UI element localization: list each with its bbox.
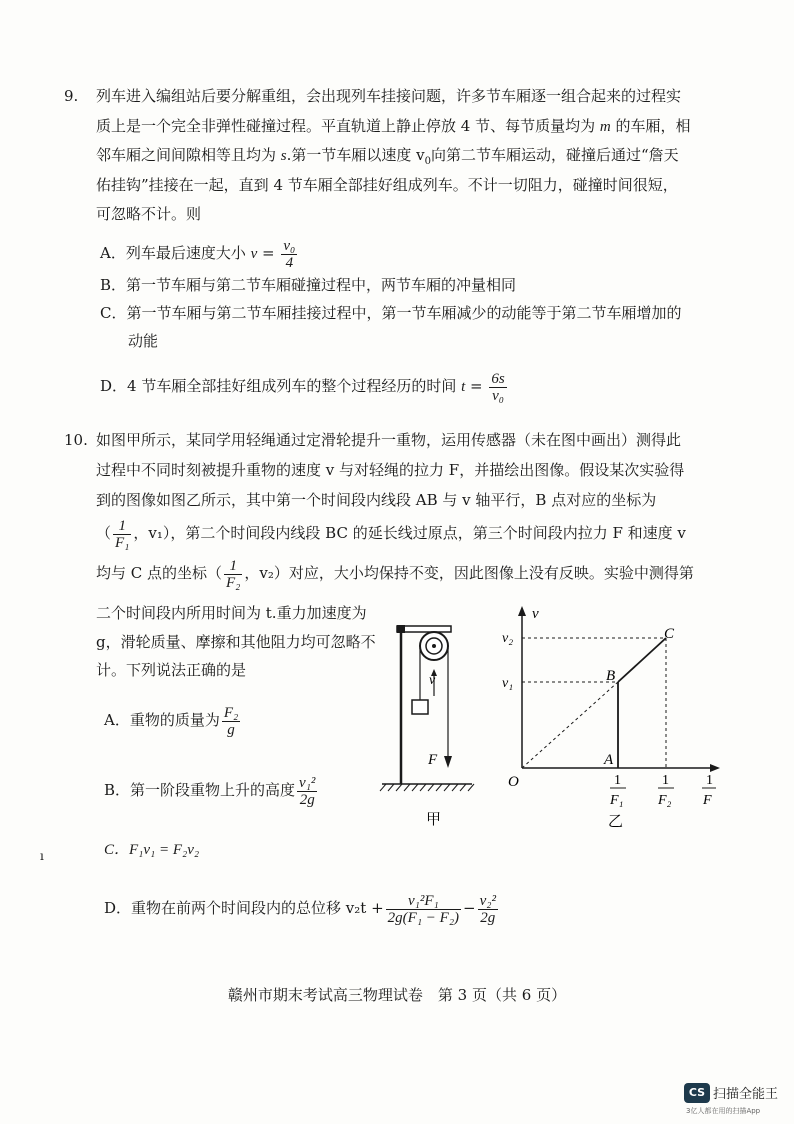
q10-number: 10.	[64, 431, 88, 449]
q10-stem-line5: 均与 C 点的坐标（ $\frac{1}{\text{F₂}}$ ，v₂）对应，大小均保持不变，因此图像上没有反映。实验中测得第	[96, 557, 694, 591]
fraction: $\frac{\text{v₁²}}{2g}$	[299, 774, 316, 808]
q10-stem-line2: 过程中不同时刻被提升重物的速度 v 与对轻绳的拉力 F，并描绘出图像。假设某次实验得	[96, 461, 685, 479]
q10-stem-line1: 如图甲所示，某同学用轻绳通过定滑轮提升一重物，运用传感器（未在图中画出）测得此	[96, 431, 682, 449]
page-footer: 赣州市期末考试高三物理试卷 第 3 页（共 6 页）	[227, 986, 567, 1004]
q9-stem-line1: 列车进入编组站后要分解重组，会出现列车挂接问题，许多节车厢逐一组合起来的过程实	[96, 87, 682, 105]
q9-option-c-line1: C．第一节车厢与第二节车厢挂接过程中，第一节车厢减少的动能等于第二节车厢增加的	[100, 304, 682, 322]
q9-option-a: A．列车最后速度大小 v = $\frac{\text{v₀}}{4}$	[100, 237, 296, 271]
ground-hatch	[380, 784, 474, 791]
point-A-label: A	[604, 752, 614, 768]
point-B-label: B	[606, 668, 616, 684]
label-F: F	[428, 752, 438, 768]
v-axis-label: v	[532, 606, 539, 622]
v1-label: v₁	[502, 676, 514, 691]
fraction: $\frac{\text{F₂}}{g}$	[223, 704, 239, 738]
q10-stem-line4: （ $\frac{1}{\text{F₁}}$ ，v₁），第二个时间段内线段 BC 的延长线过原点，第三个时间段内拉力 F 和速度 v	[96, 517, 686, 551]
q9-option-d: D．4 节车厢全部挂好组成列车的整个过程经历的时间 t = $\frac{6s}{\text{v₀}}$	[100, 370, 505, 404]
weight-block	[412, 700, 428, 714]
q10-stem-line3: 到的图像如图乙所示，其中第一个时间段内线段 AB 与 v 轴平行，B 点对应的坐标为	[96, 491, 657, 509]
tick2-den: F₂	[658, 793, 672, 808]
fraction: $\frac{\text{v₂²}}{2g}$	[479, 892, 496, 926]
stray-mark: ı	[40, 849, 44, 863]
q9-option-c-line2: 动能	[128, 332, 159, 350]
q10-option-d: D．重物在前两个时间段内的总位移 v₂t + $\frac{\text{v₁²F₁}}{\text{2g(F₁ − F₂)}}$ − $\frac{\text{v₂²}}{2g}$	[104, 892, 496, 926]
q9-stem-line2: 质上是一个完全非弹性碰撞过程。平直轨道上静止停放 4 节、每节质量均为 m 的车厢，相	[96, 117, 691, 135]
q9-stem-line4: 佑挂钩”挂接在一起，直到 4 节车厢全部挂好组成列车。不计一切阻力，碰撞时间很短，	[96, 176, 678, 194]
x-axis-label-num: 1	[706, 773, 713, 788]
q10-stem-line6: 二个时间段内所用时间为 t.重力加速度为	[96, 604, 367, 622]
scanner-app-name: 扫描全能王	[713, 1087, 779, 1102]
v2-label: v₂	[502, 631, 514, 646]
tick1-den: F₁	[610, 793, 624, 808]
segment-BC	[618, 638, 666, 682]
q10-option-a: A．重物的质量为 $\frac{\text{F₂}}{g}$	[104, 704, 239, 738]
figure-a-caption: 甲	[426, 810, 442, 828]
label-v: v	[429, 673, 436, 688]
pulley-figure	[376, 612, 486, 832]
tick1-num: 1	[614, 773, 621, 788]
v-invF-graph	[496, 598, 726, 830]
fraction: $\frac{1}{\text{F₂}}$	[226, 557, 241, 591]
tick2-num: 1	[662, 773, 669, 788]
figure-b-caption: 乙	[608, 812, 624, 830]
q9-stem-line3: 邻车厢之间间隙相等且均为 s.第一节车厢以速度 $v_0$向第二节车厢运动，碰撞后通过“詹天	[96, 146, 679, 167]
scanner-tagline: 3亿人都在用的扫描App	[686, 1107, 761, 1115]
fraction: $\frac{\text{v₀}}{4}$	[283, 237, 296, 271]
x-axis-label-den: F	[703, 793, 712, 808]
q10-option-c: C．F₁v₁ = F₂v₂	[104, 842, 200, 858]
fraction: $\frac{1}{\text{F₁}}$	[115, 517, 130, 551]
crossbar	[397, 626, 451, 632]
bracket	[397, 625, 405, 633]
point-C-label: C	[664, 626, 675, 642]
fraction: $\frac{\text{v₁²F₁}}{\text{2g(F₁ − F₂)}}$	[387, 892, 460, 926]
q9-option-b: B．第一节车厢与第二节车厢碰撞过程中，两节车厢的冲量相同	[100, 276, 517, 294]
cs-logo-icon: CS	[684, 1083, 710, 1103]
q10-stem-line7: g，滑轮质量、摩擦和其他阻力均可忽略不	[96, 633, 376, 651]
fraction: $\frac{6s}{\text{v₀}}$	[491, 370, 505, 404]
scanner-logo	[684, 1082, 778, 1103]
q10-stem-line8: 计。下列说法正确的是	[96, 661, 247, 679]
q9-stem-line5: 可忽略不计。则	[96, 205, 202, 223]
q10-option-b: B．第一阶段重物上升的高度 $\frac{\text{v₁²}}{2g}$	[104, 774, 316, 808]
origin-label: O	[508, 774, 519, 790]
force-arrow-head	[444, 756, 452, 768]
q9-number: 9.	[64, 87, 79, 105]
